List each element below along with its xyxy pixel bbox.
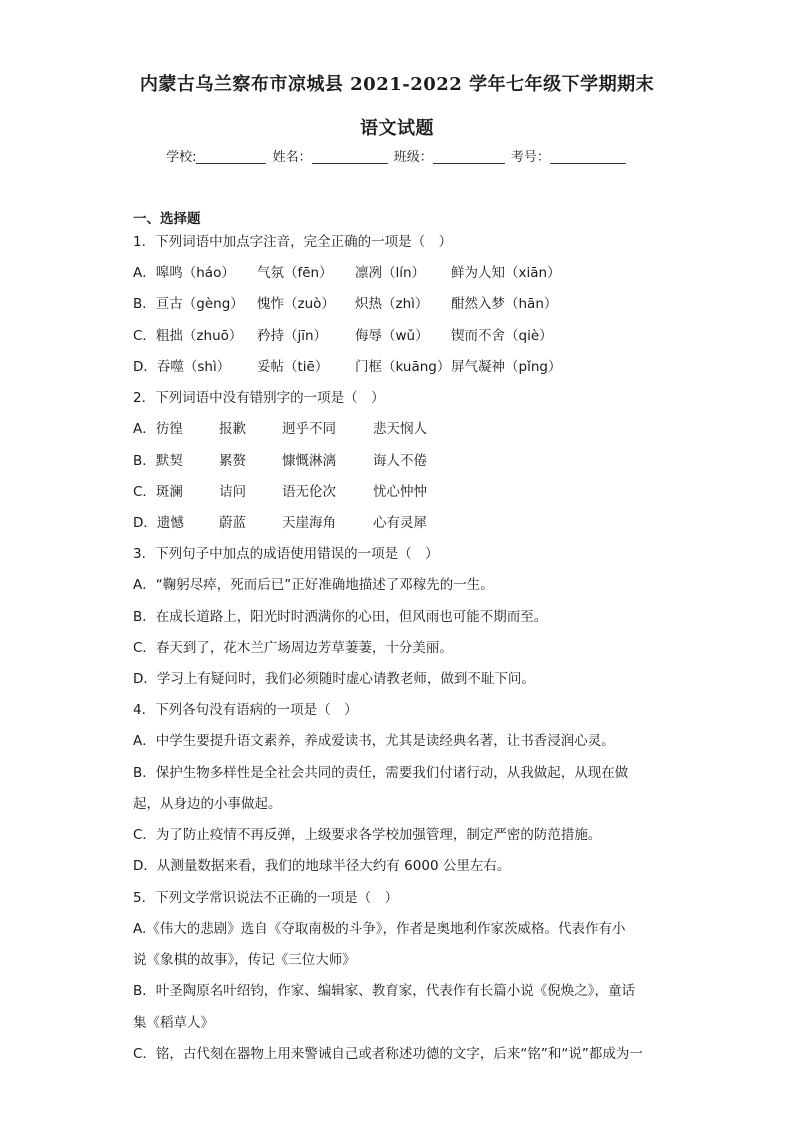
option-word: A．嗥鸣（háo） bbox=[133, 265, 235, 281]
question-5-option-b-line1[interactable]: B．叶圣陶原名叶绍钧，作家、编辑家、教育家，代表作有长篇小说《倪焕之》，童话 bbox=[133, 983, 636, 999]
question-3-option-c[interactable]: C．春天到了，花木兰广场周边芳草萋萋，十分美丽。 bbox=[133, 640, 453, 656]
option-word: 诘问 bbox=[219, 484, 246, 500]
school-label: 学校: bbox=[166, 150, 197, 165]
question-3-option-d[interactable]: D．学习上有疑问时，我们必须随时虚心请教老师，做到不耻下问。 bbox=[133, 671, 535, 687]
question-5-option-a-line1[interactable]: A.《伟大的悲剧》选自《夺取南极的斗争》，作者是奥地利作家茨威格。代表作有小 bbox=[133, 921, 626, 937]
option-word: 悲天悯人 bbox=[373, 421, 427, 437]
option-word: A．彷徨 bbox=[133, 421, 183, 437]
exam-title-line1: 内蒙古乌兰察布市凉城县 2021-2022 学年七年级下学期期末 bbox=[139, 74, 655, 95]
class-blank[interactable] bbox=[433, 149, 505, 164]
option-word: 愧怍（zuò） bbox=[257, 296, 335, 312]
question-4-option-d[interactable]: D．从测量数据来看，我们的地球半径大约有 6000 公里左右。 bbox=[133, 858, 511, 874]
option-word: 忧心忡忡 bbox=[373, 484, 427, 500]
option-word: C．斑澜 bbox=[133, 484, 183, 500]
option-word: D．吞噬（shì） bbox=[133, 359, 231, 375]
question-2-stem: 2．下列词语中没有错别字的一项是（ ） bbox=[133, 390, 385, 406]
option-word: 矜持（jīn） bbox=[257, 328, 328, 344]
option-word: 心有灵犀 bbox=[373, 515, 427, 531]
option-word: 酣然入梦（hān） bbox=[451, 296, 558, 312]
question-3-stem: 3．下列句子中加点的成语使用错误的一项是（ ） bbox=[133, 546, 439, 562]
question-5-option-b-line2[interactable]: 集《稻草人》 bbox=[133, 1015, 214, 1031]
option-word: 累赘 bbox=[219, 453, 246, 469]
question-1-stem: 1．下列词语中加点字注音，完全正确的一项是（ ） bbox=[133, 234, 453, 250]
option-word: 锲而不舍（qiè） bbox=[451, 328, 553, 344]
option-word: 慷慨淋漓 bbox=[282, 453, 336, 469]
option-word: 报歉 bbox=[219, 421, 246, 437]
option-word: B．默契 bbox=[133, 453, 183, 469]
question-5-option-c-line1[interactable]: C．铭，古代刻在器物上用来警诫自己或者称述功德的文字，后来“铭”和“说”都成为一 bbox=[133, 1046, 643, 1062]
option-word: 语无伦次 bbox=[282, 484, 336, 500]
question-5-option-a-line2[interactable]: 说《象棋的故事》，传记《三位大师》 bbox=[133, 952, 356, 968]
option-word: 蔚蓝 bbox=[219, 515, 246, 531]
option-word: 气氛（fēn） bbox=[257, 265, 333, 281]
name-blank[interactable] bbox=[312, 149, 388, 164]
option-word: 迥乎不同 bbox=[282, 421, 336, 437]
question-3-option-b[interactable]: B．在成长道路上，阳光时时洒满你的心田，但风雨也可能不期而至。 bbox=[133, 609, 548, 625]
option-word: 天崖海角 bbox=[282, 515, 336, 531]
question-4-option-a[interactable]: A．中学生要提升语文素养，养成爱读书，尤其是读经典名著，让书香浸润心灵。 bbox=[133, 733, 615, 749]
option-word: B．亘古（gèng） bbox=[133, 296, 244, 312]
student-info-row bbox=[0, 146, 794, 165]
exam-number-label: 考号： bbox=[510, 150, 550, 165]
option-word: D．遗憾 bbox=[133, 515, 184, 531]
question-4-option-b-line2[interactable]: 起，从身边的小事做起。 bbox=[133, 796, 282, 812]
question-5-stem: 5．下列文学常识说法不正确的一项是（ ） bbox=[133, 890, 399, 906]
exam-title-line2: 语文试题 bbox=[360, 118, 434, 139]
option-word: 侮辱（wǔ） bbox=[355, 328, 429, 344]
section-heading: 一、选择题 bbox=[133, 211, 201, 227]
option-word: 诲人不倦 bbox=[373, 453, 427, 469]
name-label: 姓名： bbox=[272, 150, 312, 165]
option-word: C．粗拙（zhuō） bbox=[133, 328, 243, 344]
question-4-stem: 4．下列各句没有语病的一项是（ ） bbox=[133, 702, 358, 718]
option-word: 屏气凝神（pǐng） bbox=[451, 359, 562, 375]
question-3-option-a[interactable]: A．“鞠躬尽瘁，死而后已”正好准确地描述了邓稼先的一生。 bbox=[133, 577, 494, 593]
option-word: 门框（kuāng） bbox=[355, 359, 451, 375]
exam-number-blank[interactable] bbox=[550, 149, 626, 164]
option-word: 妥帖（tiē） bbox=[257, 359, 329, 375]
school-blank[interactable] bbox=[196, 149, 266, 164]
class-label: 班级： bbox=[393, 150, 433, 165]
option-word: 炽热（zhì） bbox=[355, 296, 429, 312]
option-word: 凛冽（lín） bbox=[355, 265, 426, 281]
option-word: 鲜为人知（xiān） bbox=[451, 265, 561, 281]
question-4-option-c[interactable]: C．为了防止疫情不再反弹，上级要求各学校加强管理，制定严密的防范措施。 bbox=[133, 827, 602, 843]
question-4-option-b-line1[interactable]: B．保护生物多样性是全社会共同的责任，需要我们付诸行动，从我做起，从现在做 bbox=[133, 765, 629, 781]
